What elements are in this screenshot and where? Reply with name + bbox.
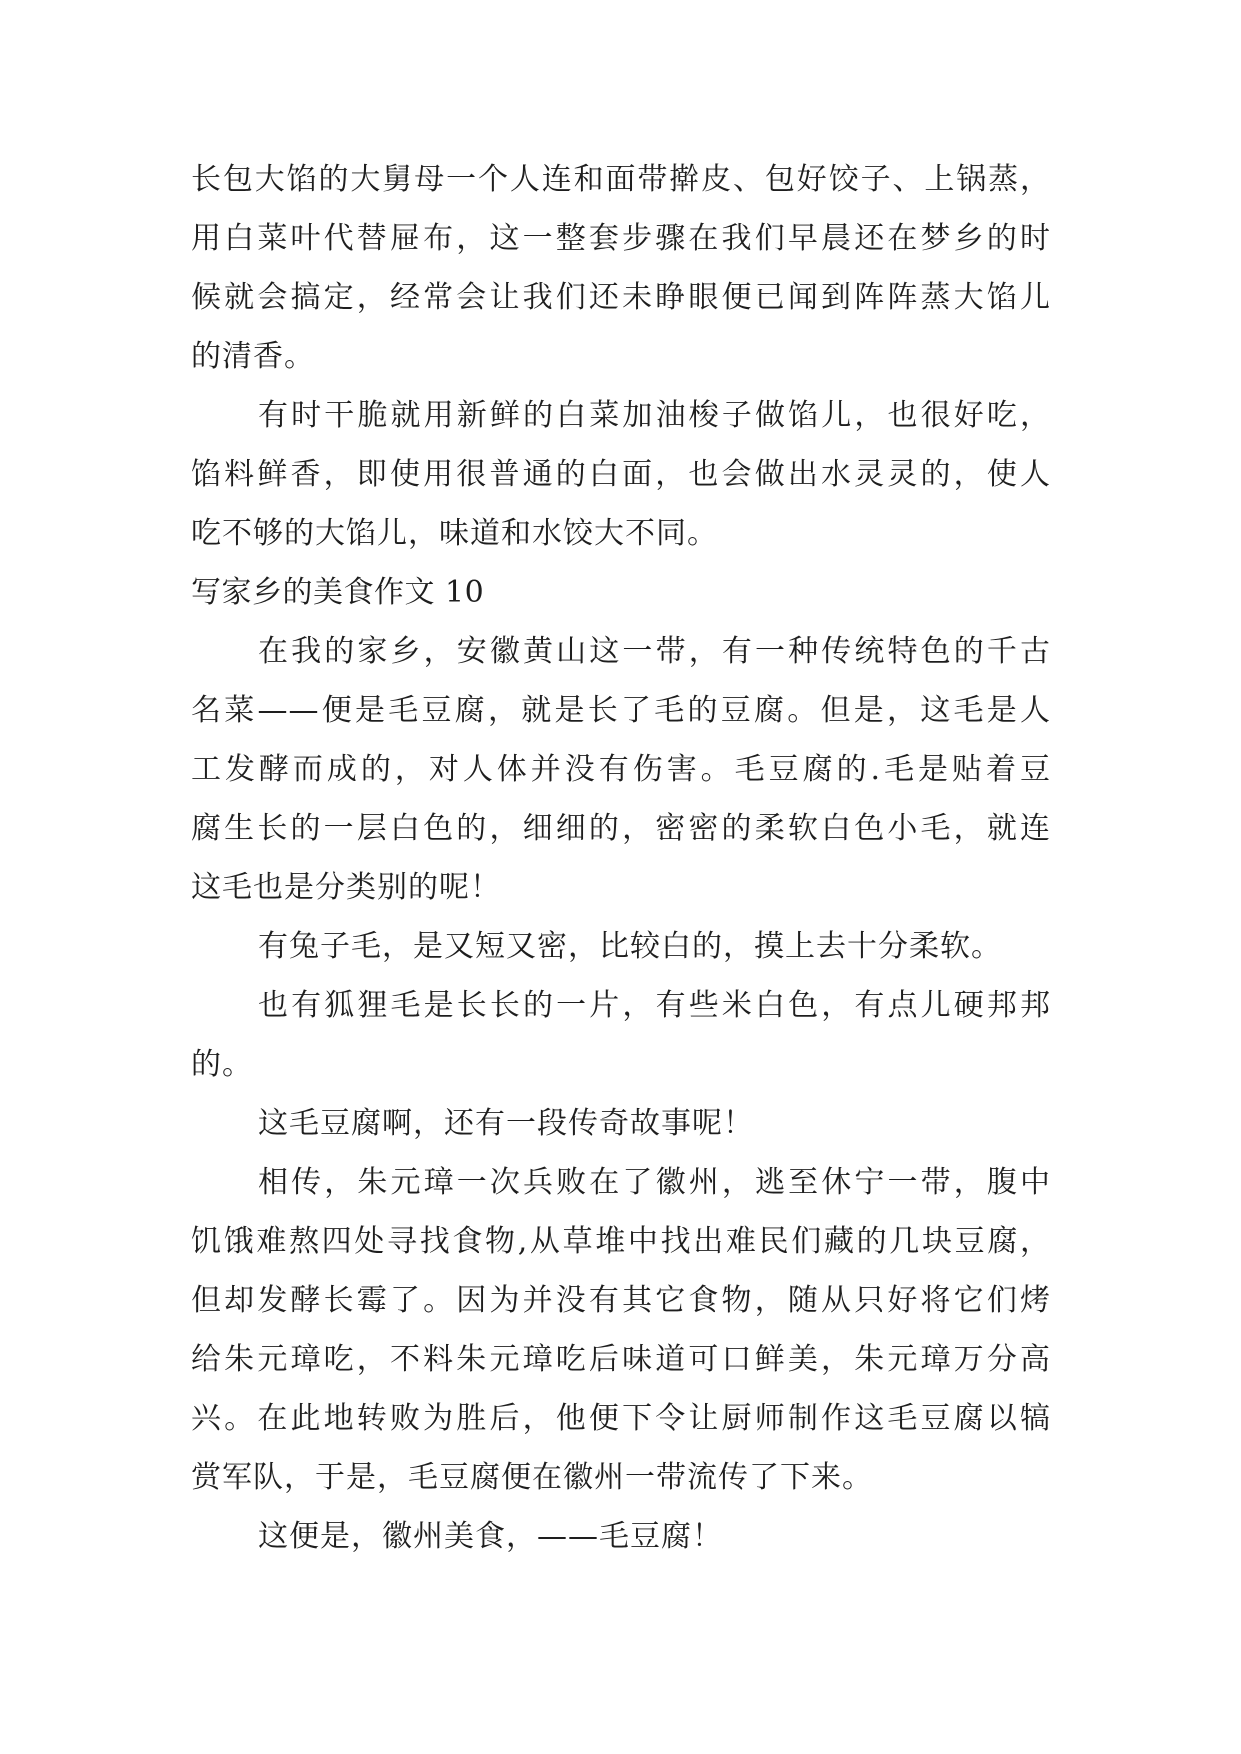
text-line: 馅料鲜香，即使用很普通的白面，也会做出水灵灵的，使人	[191, 457, 1051, 492]
text-line: 也有狐狸毛是长长的一片，有些米白色，有点儿硬邦邦	[258, 988, 1051, 1023]
text-line: 长包大馅的大舅母一个人连和面带擀皮、包好饺子、上锅蒸，	[191, 162, 1051, 197]
paragraph	[191, 386, 1051, 563]
text-line: 这毛豆腐啊，还有一段传奇故事呢！	[258, 1106, 754, 1141]
paragraph	[191, 1153, 1051, 1507]
document-body	[191, 150, 1051, 1566]
text-line: 赏军队，于是，毛豆腐便在徽州一带流传了下来。	[191, 1460, 873, 1495]
text-line: 这毛也是分类别的呢！	[191, 870, 501, 905]
text-line: 兴。在此地转败为胜后，他便下令让厨师制作这毛豆腐以犒	[191, 1401, 1051, 1436]
paragraph	[191, 150, 1051, 386]
paragraph	[191, 917, 1051, 976]
text-line: 但却发酵长霉了。因为并没有其它食物，随从只好将它们烤	[191, 1283, 1051, 1318]
text-line: 名菜——便是毛豆腐，就是长了毛的豆腐。但是，这毛是人	[191, 693, 1051, 728]
text-line: 这便是，徽州美食，——毛豆腐！	[258, 1519, 723, 1554]
section-heading	[191, 563, 1051, 622]
heading-text: 写家乡的美食作文 10	[191, 575, 485, 610]
text-line: 的。	[191, 1047, 253, 1082]
text-line: 的清香。	[191, 339, 315, 374]
text-line: 给朱元璋吃，不料朱元璋吃后味道可口鲜美，朱元璋万分高	[191, 1342, 1051, 1377]
paragraph	[191, 1094, 1051, 1153]
text-line: 有时干脆就用新鲜的白菜加油梭子做馅儿，也很好吃，	[258, 398, 1051, 433]
paragraph	[191, 1507, 1051, 1566]
text-line: 腐生长的一层白色的，细细的，密密的柔软白色小毛，就连	[191, 811, 1051, 846]
text-line: 在我的家乡，安徽黄山这一带，有一种传统特色的千古	[258, 634, 1051, 669]
text-line: 候就会搞定，经常会让我们还未睁眼便已闻到阵阵蒸大馅儿	[191, 280, 1051, 315]
paragraph	[191, 622, 1051, 917]
text-line: 工发酵而成的，对人体并没有伤害。毛豆腐的.毛是贴着豆	[191, 752, 1051, 787]
paragraph	[191, 976, 1051, 1094]
text-line: 吃不够的大馅儿，味道和水饺大不同。	[191, 516, 718, 551]
text-line: 有兔子毛，是又短又密，比较白的，摸上去十分柔软。	[258, 929, 1002, 964]
text-line: 相传，朱元璋一次兵败在了徽州，逃至休宁一带，腹中	[258, 1165, 1051, 1200]
text-line: 用白菜叶代替屉布，这一整套步骤在我们早晨还在梦乡的时	[191, 221, 1051, 256]
text-line: 饥饿难熬四处寻找食物,从草堆中找出难民们藏的几块豆腐，	[191, 1224, 1051, 1259]
